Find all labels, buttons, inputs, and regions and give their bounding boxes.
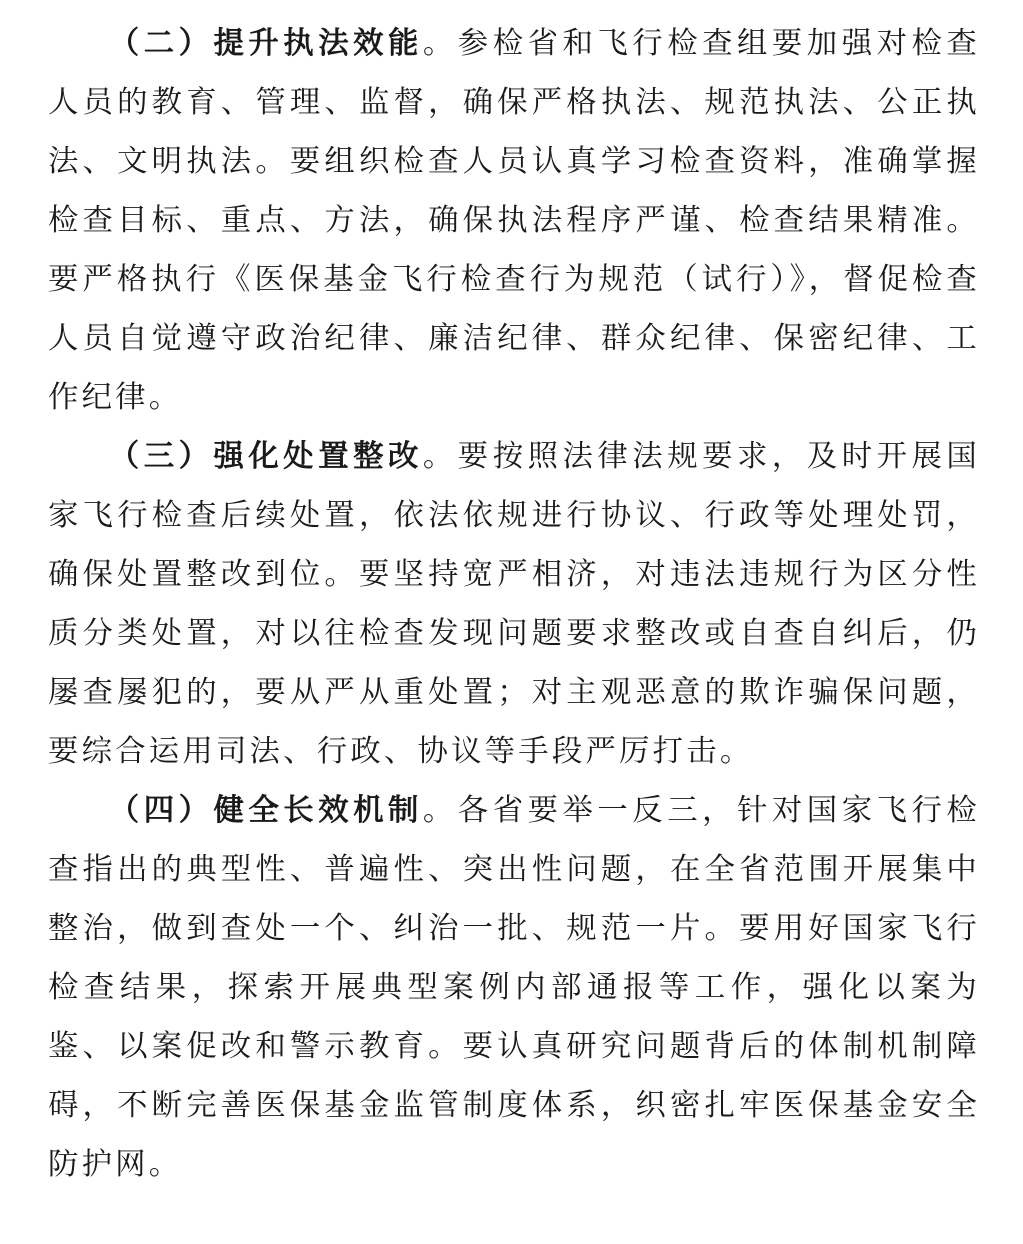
section-heading-2: （二）提升执法效能	[108, 25, 423, 61]
paragraph-body-2: 。参检省和飞行检查组要加强对检查人员的教育、管理、监督，确保严格执法、规范执法、公正执法、文明执法。要组织检查人员认真学习检查资料，准确掌握检查目标、重点、方法，确保执法程序严谨、检查结果精准。要严格执行《医保基金飞行检查行为规范（试行）》，督促检查人员自觉遵守政治纪律、廉洁纪律、群众纪律、保密纪律、工作纪律。	[48, 26, 980, 415]
paragraph-body-3: 。要按照法律法规要求，及时开展国家飞行检查后续处置，依法依规进行协议、行政等处理处罚，确保处置整改到位。要坚持宽严相济，对违法违规行为区分性质分类处置，对以往检查发现问题要求整改或自查自纠后，仍屡查屡犯的，要从严从重处置；对主观恶意的欺诈骗保问题，要综合运用司法、行政、协议等手段严厉打击。	[48, 439, 980, 769]
section-heading-3: （三）强化处置整改	[108, 438, 423, 474]
section-heading-4: （四）健全长效机制	[108, 792, 423, 828]
paragraph-enforcement	[48, 14, 980, 427]
paragraph-mechanism	[48, 781, 980, 1194]
document-page	[48, 14, 980, 1194]
paragraph-body-4: 。各省要举一反三，针对国家飞行检查指出的典型性、普遍性、突出性问题，在全省范围开展集中整治，做到查处一个、纠治一批、规范一片。要用好国家飞行检查结果，探索开展典型案例内部通报等工作，强化以案为鉴、以案促改和警示教育。要认真研究问题背后的体制机制障碍，不断完善医保基金监管制度体系，织密扎牢医保基金安全防护网。	[48, 793, 980, 1182]
paragraph-rectification	[48, 427, 980, 781]
